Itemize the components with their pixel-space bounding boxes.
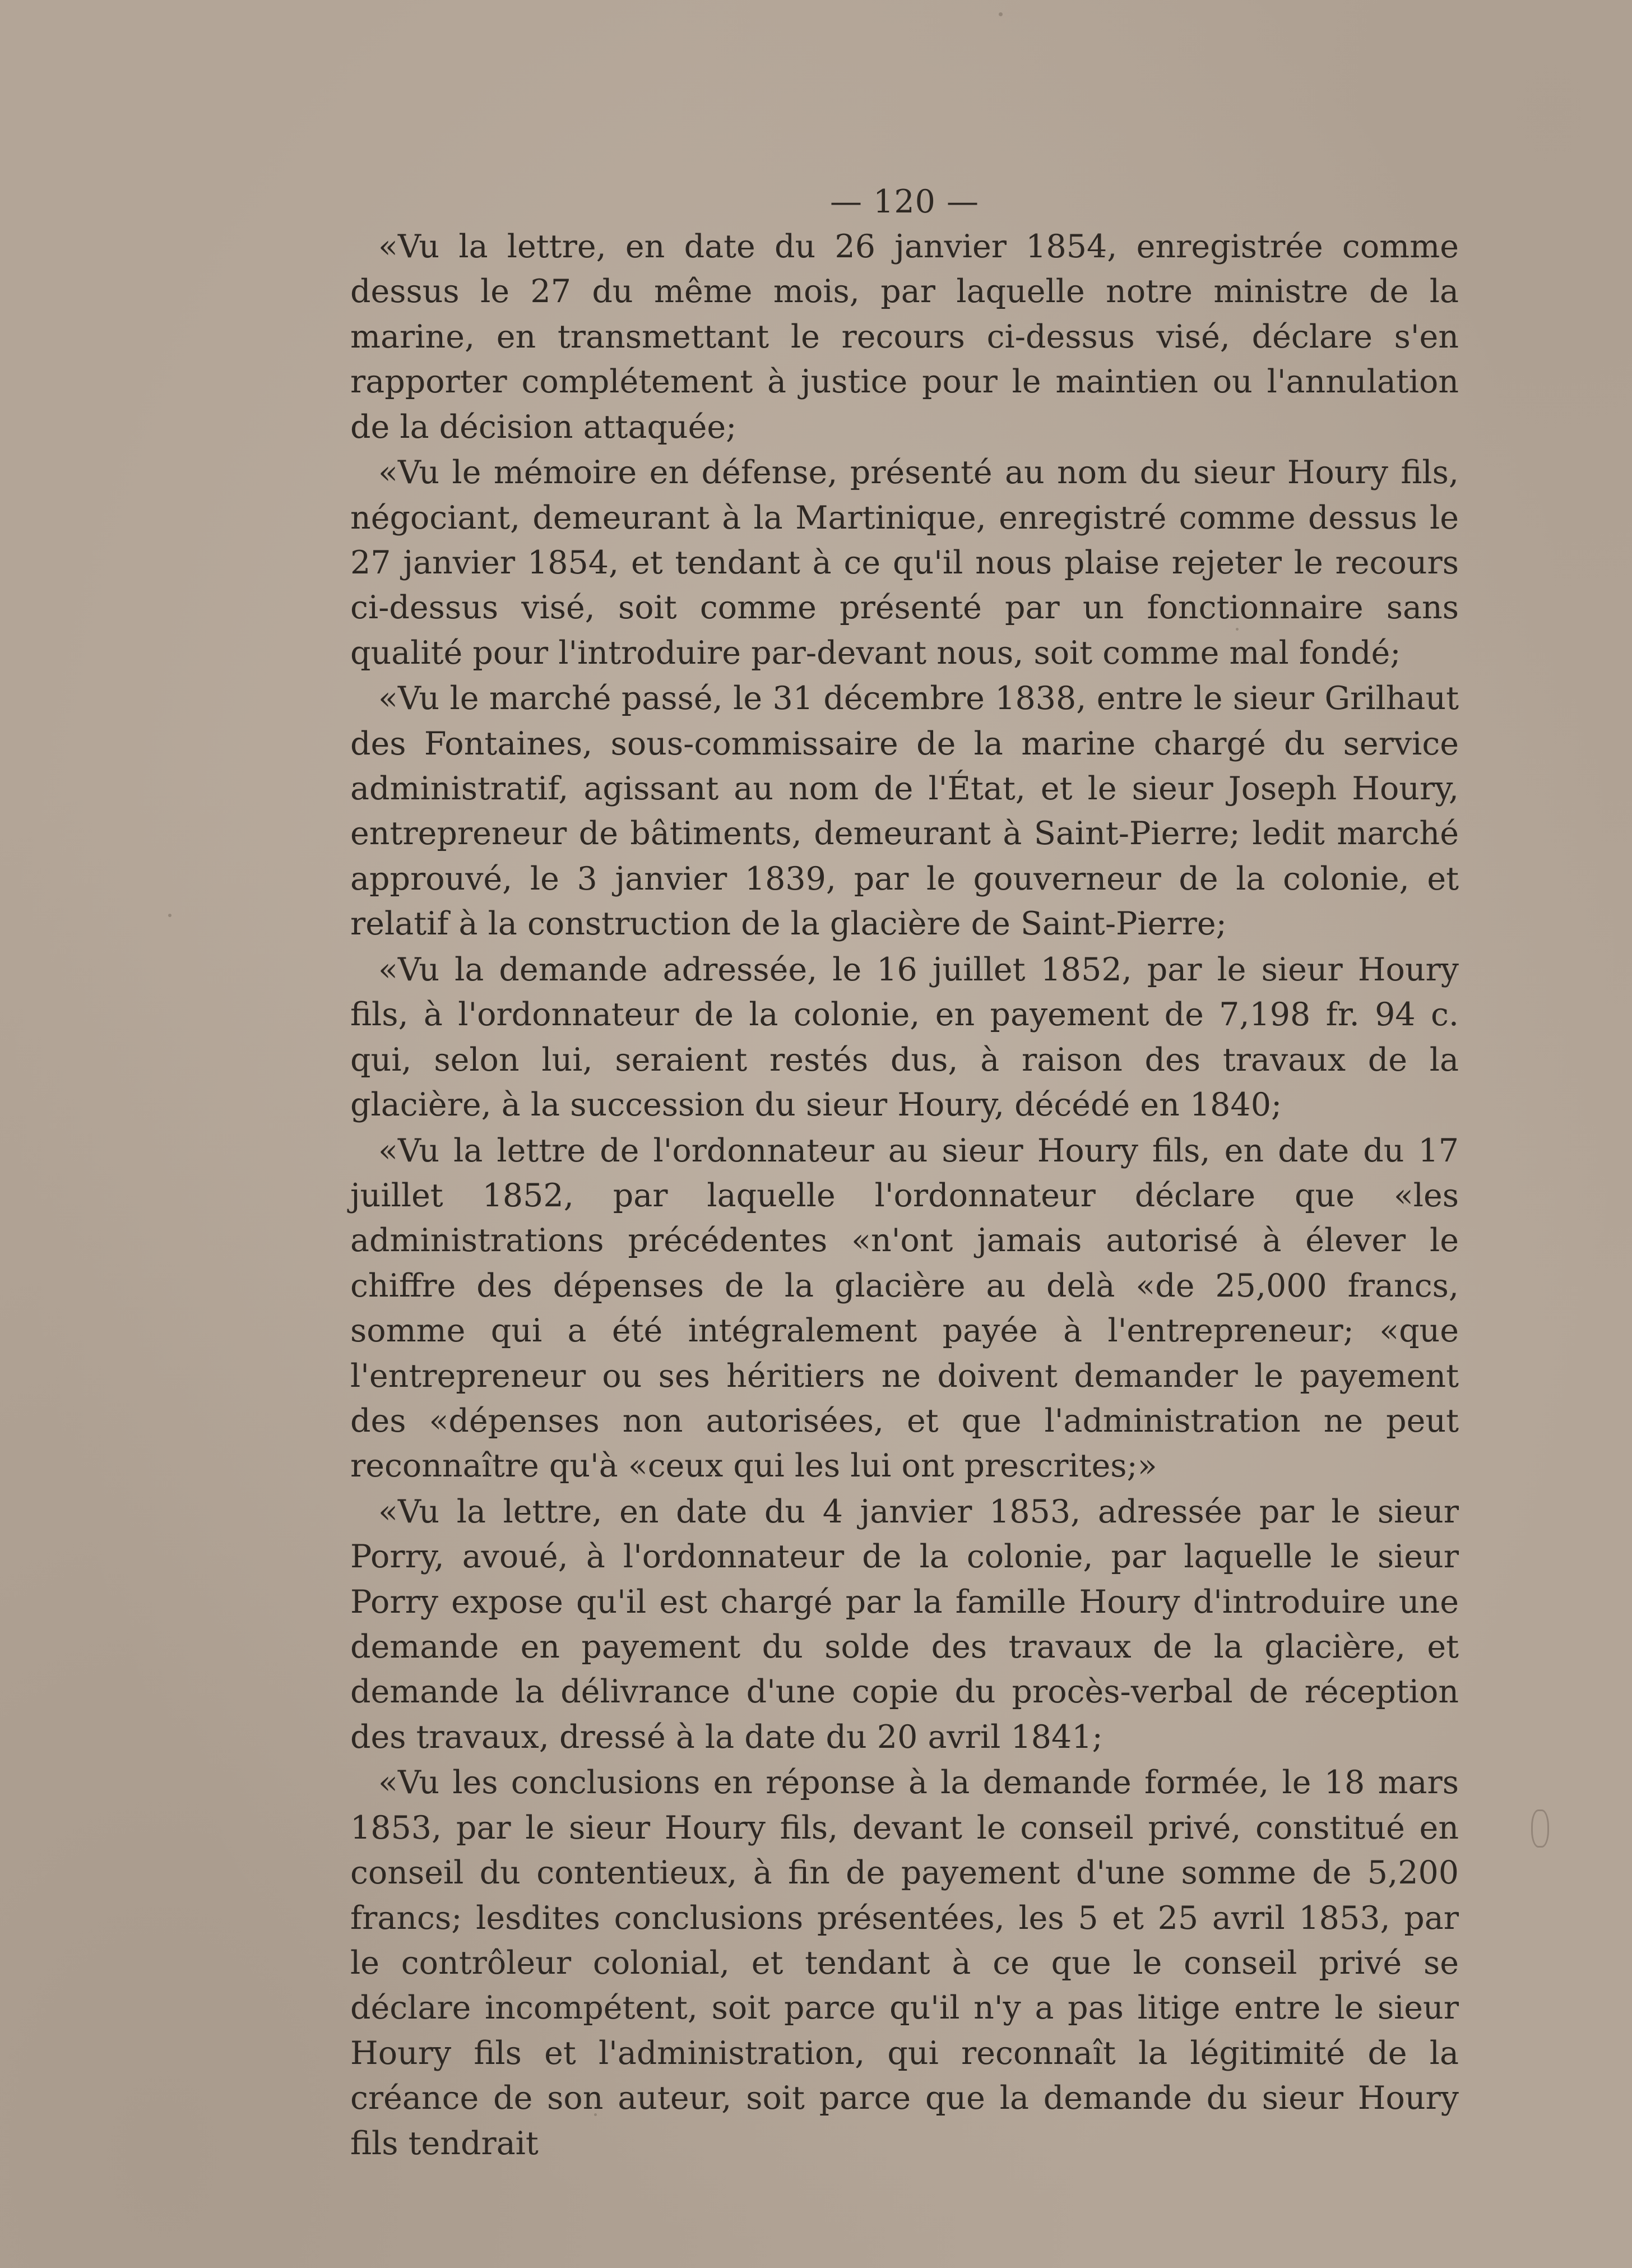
paragraph: «Vu le marché passé, le 31 décembre 1838, entre le sieur Grilhaut des Fontaines, sous-commissaire de la marine chargé du service administratif, agissant au nom de l'État, et le sieur Joseph Houry, entrepreneur de bâtiments, demeurant à Saint-Pierre; ledit marché approuvé, le 3 janvier 1839, par le gouverneur de la colonie, et relatif à la construction de la glacière de Saint-Pierre; [350,680,1459,943]
paper-speck [999,12,1003,16]
paper-speck [168,914,171,917]
margin-mark [1531,1809,1549,1848]
paragraph: «Vu la demande adressée, le 16 juillet 1852, par le sieur Houry fils, à l'ordonnateur de la colonie, en payement de 7,198 fr. 94 c. qui, selon lui, seraient restés dus, à raison des travaux de la glacière, à la succession du sieur Houry, décédé en 1840; [350,951,1459,1123]
page-number: — 120 — [829,183,980,220]
paragraph: «Vu le mémoire en défense, présenté au nom du sieur Houry fils, négociant, demeurant à la Martinique, enregistré comme dessus le 27 janvier 1854, et tendant à ce qu'il nous plaise rejeter le recours ci-dessus visé, soit comme présenté par un fonctionnaire sans qualité pour l'introduire par-devant nous, soit comme mal fondé; [350,454,1459,672]
paragraph: «Vu les conclusions en réponse à la demande formée, le 18 mars 1853, par le sieur Houry fils, devant le conseil privé, constitué en conseil du contentieux, à fin de payement d'une somme de 5,200 francs; lesdites conclusions présentées, les 5 et 25 avril 1853, par le contrôleur colonial, et tendant à ce que le conseil privé se déclare incompétent, soit parce qu'il n'y a pas litige entre le sieur Houry fils et l'administration, qui reconnaît la légitimité de la créance de son auteur, soit parce que la demande du sieur Houry fils tendrait [350,1764,1459,2162]
page-text [350,179,1459,2166]
paragraph: «Vu la lettre de l'ordonnateur au sieur Houry fils, en date du 17 juillet 1852, par laquelle l'ordonnateur déclare que «les administrations précédentes «n'ont jamais autorisé à élever le chiffre des dépenses de la glacière au delà «de 25,000 francs, somme qui a été intégralement payée à l'entrepreneur; «que l'entrepreneur ou ses héritiers ne doivent demander le payement des «dépenses non autorisées, et que l'administration ne peut reconnaître qu'à «ceux qui les lui ont prescrites;» [350,1132,1459,1485]
paragraph: «Vu la lettre, en date du 4 janvier 1853, adressée par le sieur Porry, avoué, à l'ordonnateur de la colonie, par laquelle le sieur Porry expose qu'il est chargé par la famille Houry d'introduire une demande en payement du solde des travaux de la glacière, et demande la délivrance d'une copie du procès-verbal de réception des travaux, dressé à la date du 20 avril 1841; [350,1493,1459,1756]
paragraph: «Vu la lettre, en date du 26 janvier 1854, enregistrée comme dessus le 27 du même mois, par laquelle notre ministre de la marine, en transmettant le recours ci-dessus visé, déclare s'en rapporter complétement à justice pour le maintien ou l'annulation de la décision attaquée; [350,228,1459,446]
